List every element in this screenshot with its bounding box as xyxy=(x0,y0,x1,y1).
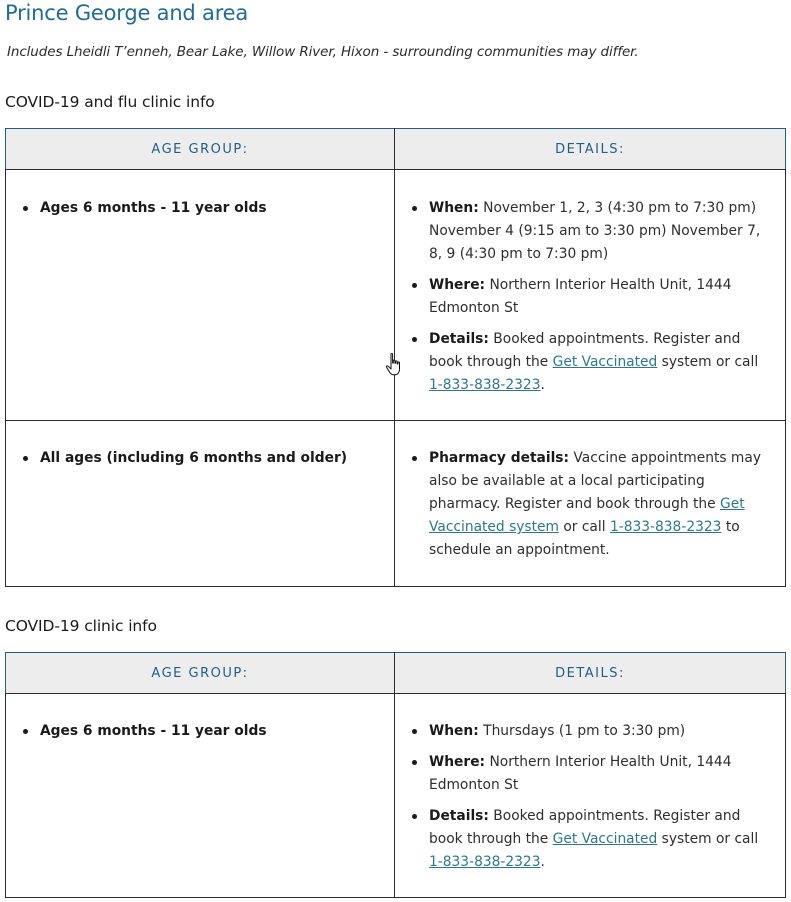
details-text-pre: Booked appointments. Register and book through the xyxy=(429,808,741,847)
phone-link[interactable]: 1-833-838-2323 xyxy=(429,377,541,393)
get-vaccinated-link[interactable]: Get Vaccinated xyxy=(552,831,658,847)
age-group-label: All ages (including 6 months and older) xyxy=(40,450,348,466)
details-text-post: . xyxy=(540,377,545,393)
list-item xyxy=(40,447,384,470)
get-vaccinated-link[interactable]: Get Vaccinated xyxy=(552,354,658,370)
list-item xyxy=(40,197,384,220)
column-header-details: DETAILS: xyxy=(395,653,786,694)
when-value: November 1, 2, 3 (4:30 pm to 7:30 pm) November 4 (9:15 am to 3:30 pm) November 7, 8, 9 (4:30 pm to 7:30 pm) xyxy=(429,200,761,262)
column-header-details: DETAILS: xyxy=(395,129,786,170)
age-group-cell xyxy=(6,421,395,587)
region-subtitle: Includes Lheidli T’enneh, Bear Lake, Willow River, Hixon - surrounding communities may differ. xyxy=(7,44,639,60)
phone-link[interactable]: 1-833-838-2323 xyxy=(429,854,541,870)
details-text-post: . xyxy=(540,854,545,870)
hand-pointer-icon xyxy=(385,352,405,378)
where-label: Where: xyxy=(429,277,486,293)
pharmacy-text-pre: Vaccine appointments may also be available at a local participating pharmacy. Register and book through the xyxy=(429,450,761,512)
list-item-where xyxy=(429,751,775,797)
list-item-where xyxy=(429,274,775,320)
details-label: Details: xyxy=(429,808,489,824)
list-item-details xyxy=(429,328,775,397)
pharmacy-text-post: to schedule an appointment. xyxy=(429,519,740,558)
column-header-age-group: AGE GROUP: xyxy=(6,653,395,694)
get-vaccinated-system-link[interactable]: Get Vaccinated system xyxy=(429,496,745,535)
age-group-label: Ages 6 months - 11 year olds xyxy=(40,200,267,216)
covid-clinic-table xyxy=(5,652,786,898)
pharmacy-label: Pharmacy details: xyxy=(429,450,570,466)
table-row xyxy=(6,170,786,421)
where-value: Northern Interior Health Unit, 1444 Edmonton St xyxy=(429,754,732,793)
details-list xyxy=(395,720,785,874)
column-header-age-group: AGE GROUP: xyxy=(6,129,395,170)
list-item-pharmacy xyxy=(429,447,775,562)
details-list xyxy=(395,447,785,562)
when-value: Thursdays (1 pm to 3:30 pm) xyxy=(478,723,686,739)
age-group-list xyxy=(6,720,394,743)
where-value: Northern Interior Health Unit, 1444 Edmonton St xyxy=(429,277,732,316)
pharmacy-text-mid: or call xyxy=(558,519,610,535)
age-group-cell xyxy=(6,694,395,898)
details-list xyxy=(395,197,785,397)
list-item-when xyxy=(429,197,775,266)
details-label: Details: xyxy=(429,331,489,347)
when-label: When: xyxy=(429,200,479,216)
where-label: Where: xyxy=(429,754,486,770)
details-cell xyxy=(395,421,786,587)
list-item-details xyxy=(429,805,775,874)
region-title: Prince George and area xyxy=(5,1,249,25)
age-group-label: Ages 6 months - 11 year olds xyxy=(40,723,267,739)
section-title-covid: COVID-19 clinic info xyxy=(5,617,157,635)
details-cell xyxy=(395,170,786,421)
table-row xyxy=(6,694,786,898)
details-text-mid: system or call xyxy=(657,354,759,370)
age-group-list xyxy=(6,197,394,220)
details-text-mid: system or call xyxy=(657,831,759,847)
table-row xyxy=(6,421,786,587)
when-label: When: xyxy=(429,723,479,739)
phone-link[interactable]: 1-833-838-2323 xyxy=(609,519,722,535)
age-group-cell xyxy=(6,170,395,421)
section-title-covid-flu: COVID-19 and flu clinic info xyxy=(5,93,215,111)
list-item-when xyxy=(429,720,775,743)
details-text-pre: Booked appointments. Register and book through the xyxy=(429,331,741,370)
details-cell xyxy=(395,694,786,898)
age-group-list xyxy=(6,447,394,470)
list-item xyxy=(40,720,384,743)
